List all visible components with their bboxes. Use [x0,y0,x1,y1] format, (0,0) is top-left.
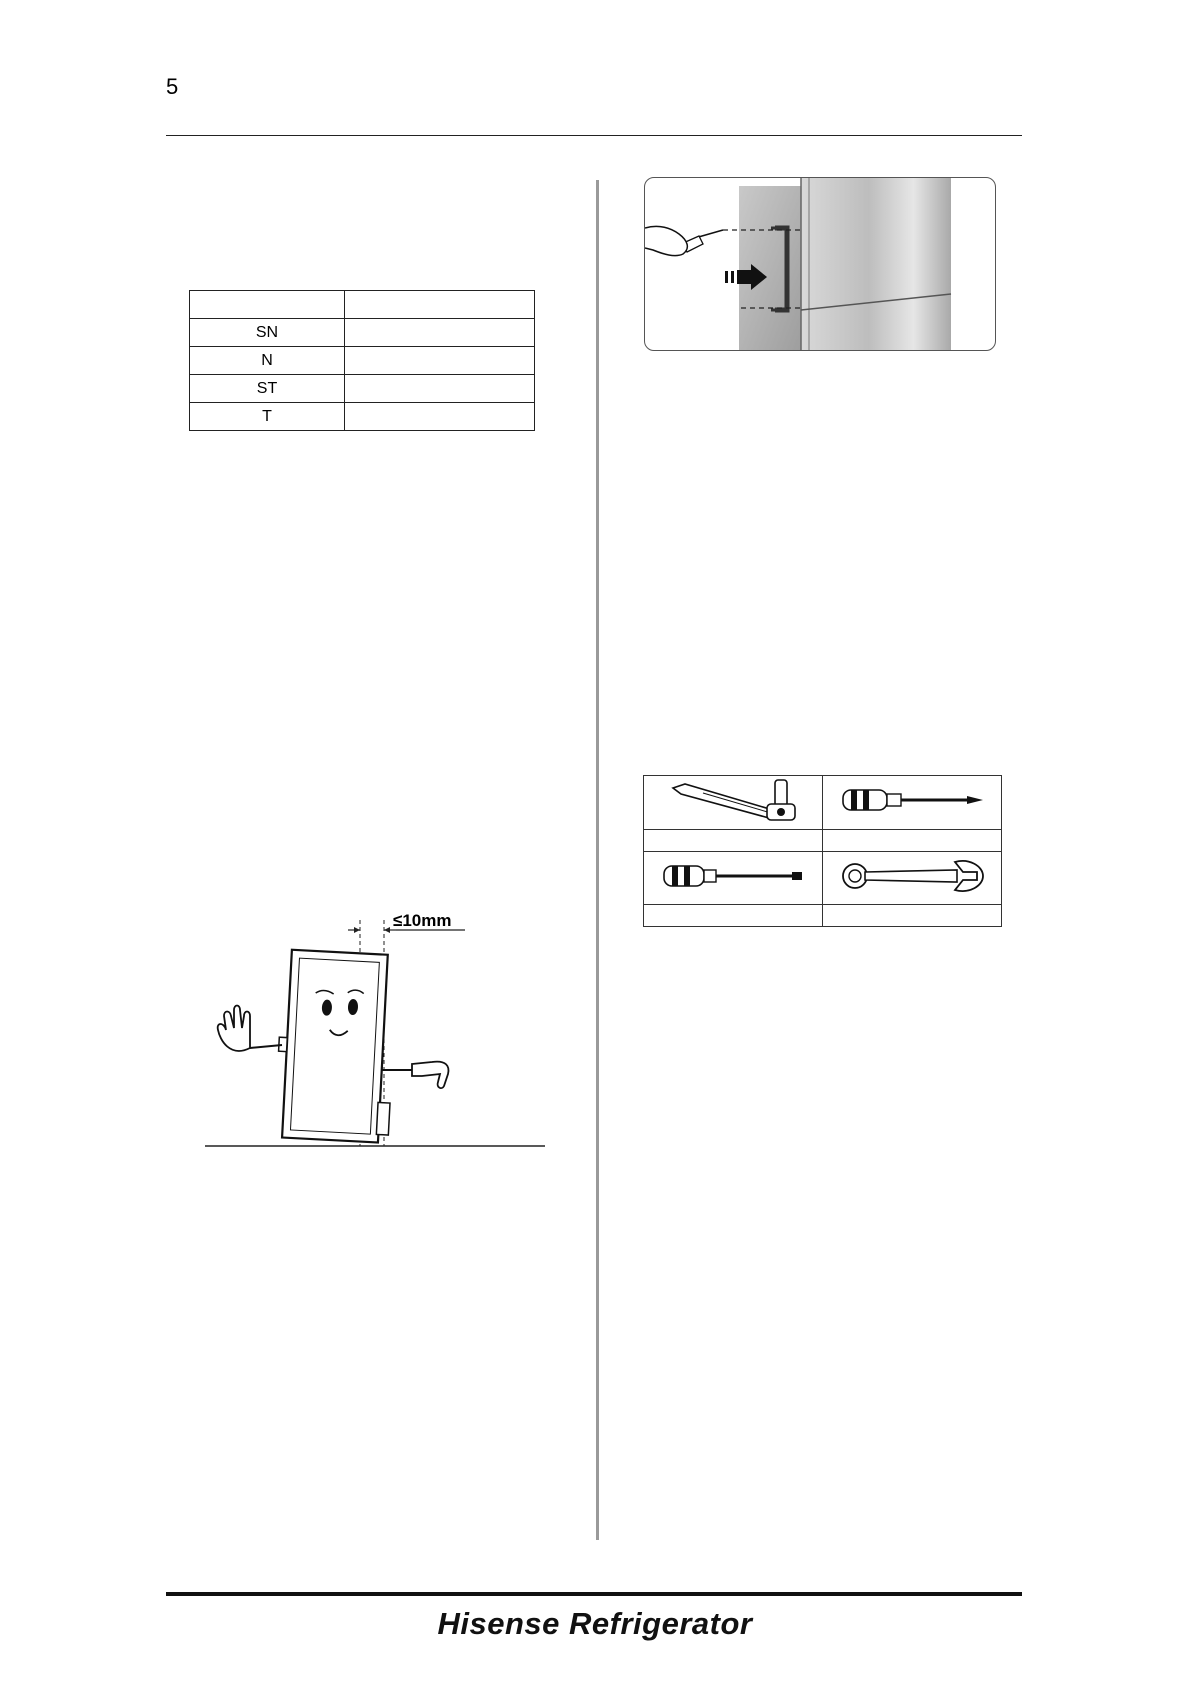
tool-label [644,830,823,852]
table-row [190,319,535,347]
table-header-row [190,291,535,319]
hand-screwdriver-icon [645,226,723,255]
climate-class-cell: SN [190,319,345,347]
gap-label: ≤10mm [393,911,452,930]
table-row [644,830,1002,852]
tool-label [823,830,1002,852]
tool-label [823,905,1002,927]
table-header-cell [190,291,345,319]
phillips-screwdriver-icon [837,780,987,820]
brand-footer: Hisense Refrigerator [437,1606,753,1641]
fridge-door-panel [801,178,951,350]
table-row [644,852,1002,905]
table-header-cell [345,291,535,319]
tool-cell [644,852,823,905]
page-number: 5 [166,74,179,99]
climate-class-cell: T [190,403,345,431]
header-rule [166,135,1022,136]
climate-class-cell: N [190,347,345,375]
handle-installation-figure [644,177,996,351]
table-row [190,403,535,431]
temperature-range-cell [345,403,535,431]
table-row [644,905,1002,927]
tools-table [643,775,1002,927]
waving-hand-icon [218,1006,250,1051]
table-row [644,776,1002,830]
tool-cell [823,852,1002,905]
temperature-range-cell [345,319,535,347]
tool-label [644,905,823,927]
flat-screwdriver-icon [658,856,808,896]
socket-wrench-icon [663,776,803,824]
table-row [190,375,535,403]
tool-cell [644,776,823,830]
temperature-range-cell [345,347,535,375]
tool-cell [823,776,1002,830]
door-edge [739,186,801,350]
combination-wrench-icon [837,854,987,898]
temperature-range-cell [345,375,535,403]
fridge-tilt-illustration [200,890,550,1160]
table-row [190,347,535,375]
pointing-hand-icon [412,1062,448,1088]
climate-class-table [189,290,535,431]
column-divider [596,180,599,1540]
fridge-character [274,949,398,1143]
left-arm [250,1045,282,1048]
footer-rule [166,1592,1022,1596]
climate-class-cell: ST [190,375,345,403]
